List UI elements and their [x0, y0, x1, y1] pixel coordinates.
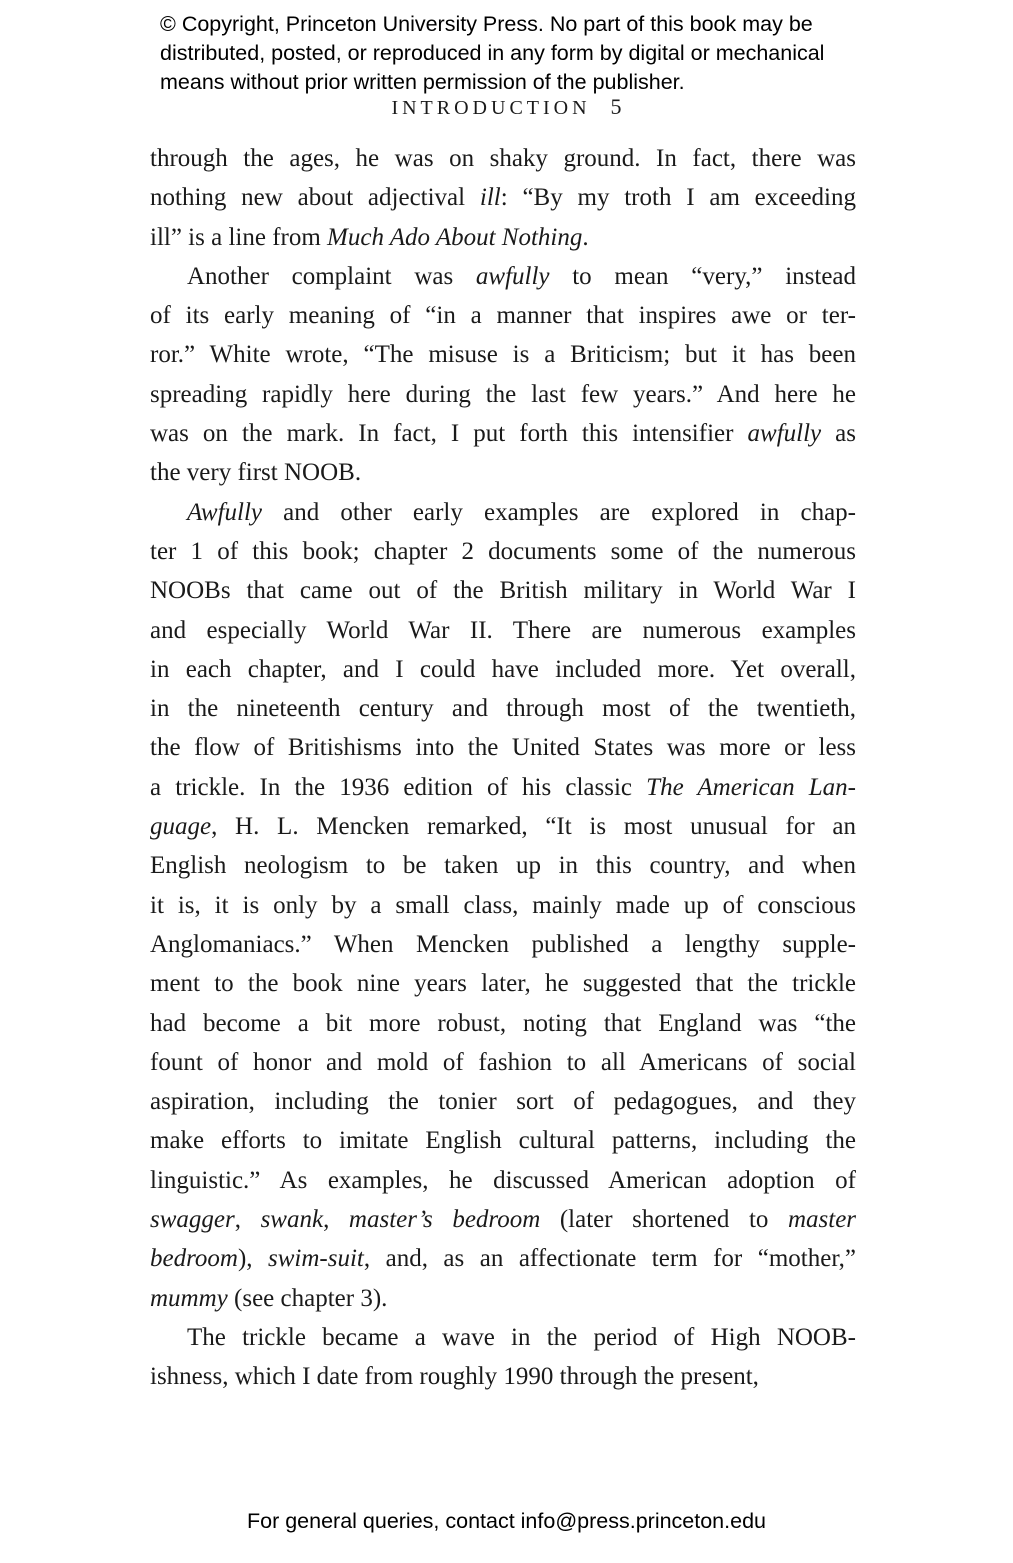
- text-line: mummy (see chapter 3).: [150, 1284, 388, 1312]
- text-line: aspiration, including the tonier sort of pedagogues, and they: [150, 1088, 856, 1116]
- text-line: of its early meaning of “in a manner that inspires awe or ter-: [150, 302, 856, 330]
- body-text: [150, 139, 856, 1397]
- text-line: the flow of Britishisms into the United States was more or less: [150, 734, 856, 762]
- text-line: in the nineteenth century and through most of the twentieth,: [150, 695, 856, 723]
- text-line: a trickle. In the 1936 edition of his classic The American Lan-: [150, 773, 856, 801]
- text-line: ter 1 of this book; chapter 2 documents some of the numerous: [150, 537, 856, 565]
- text-line: linguistic.” As examples, he discussed American adoption of: [150, 1166, 856, 1194]
- text-line: it is, it is only by a small class, mainly made up of conscious: [150, 891, 856, 919]
- copyright-line: distributed, posted, or reproduced in any form by digital or mechanical: [160, 41, 825, 65]
- text-line: ment to the book nine years later, he suggested that the trickle: [150, 970, 856, 998]
- text-line: The trickle became a wave in the period of High NOOB-: [187, 1323, 856, 1351]
- text-line: Awfully and other early examples are explored in chap-: [187, 498, 856, 526]
- text-line: English neologism to be taken up in this country, and when: [150, 852, 856, 880]
- text-line: nothing new about adjectival ill: “By my troth I am exceeding: [150, 184, 856, 212]
- text-line: through the ages, he was on shaky ground. In fact, there was: [150, 145, 856, 172]
- text-line: ishness, which I date from roughly 1990 through the present,: [150, 1363, 759, 1391]
- text-line: was on the mark. In fact, I put forth this intensifier awfully as: [150, 420, 857, 448]
- text-line: swagger, swank, master’s bedroom (later shortened to master: [150, 1206, 857, 1234]
- copyright-line: © Copyright, Princeton University Press. No part of this book may be: [160, 12, 813, 36]
- running-head: [0, 94, 1013, 120]
- text-line: ror.” White wrote, “The misuse is a Briticism; but it has been: [150, 341, 856, 369]
- text-line: had become a bit more robust, noting that England was “the: [150, 1009, 856, 1037]
- text-line: in each chapter, and I could have included more. Yet overall,: [150, 655, 856, 683]
- copyright-notice: [160, 10, 824, 97]
- text-line: and especially World War II. There are numerous examples: [150, 616, 856, 644]
- copyright-line: means without prior written permission of the publisher.: [160, 70, 685, 94]
- text-line: make efforts to imitate English cultural patterns, including the: [150, 1127, 856, 1155]
- running-head-title: INTRODUCTION: [391, 97, 591, 119]
- text-line: Anglomaniacs.” When Mencken published a lengthy supple-: [150, 930, 856, 958]
- text-line: ill” is a line from Much Ado About Nothing.: [150, 223, 589, 251]
- footer-contact: For general queries, contact info@press.princeton.edu: [246, 1509, 766, 1533]
- text-line: spreading rapidly here during the last few years.” And here he: [150, 380, 856, 408]
- text-line: fount of honor and mold of fashion to all Americans of social: [150, 1048, 857, 1076]
- text-line: Another complaint was awfully to mean “very,” instead: [187, 262, 857, 290]
- text-line: bedroom), swim-suit, and, as an affectionate term for “mother,”: [150, 1245, 856, 1273]
- text-line: NOOBs that came out of the British military in World War I: [150, 577, 856, 605]
- text-line: the very first NOOB.: [150, 459, 362, 487]
- page-number: 5: [610, 94, 622, 119]
- text-line: guage, H. L. Mencken remarked, “It is most unusual for an: [150, 813, 856, 841]
